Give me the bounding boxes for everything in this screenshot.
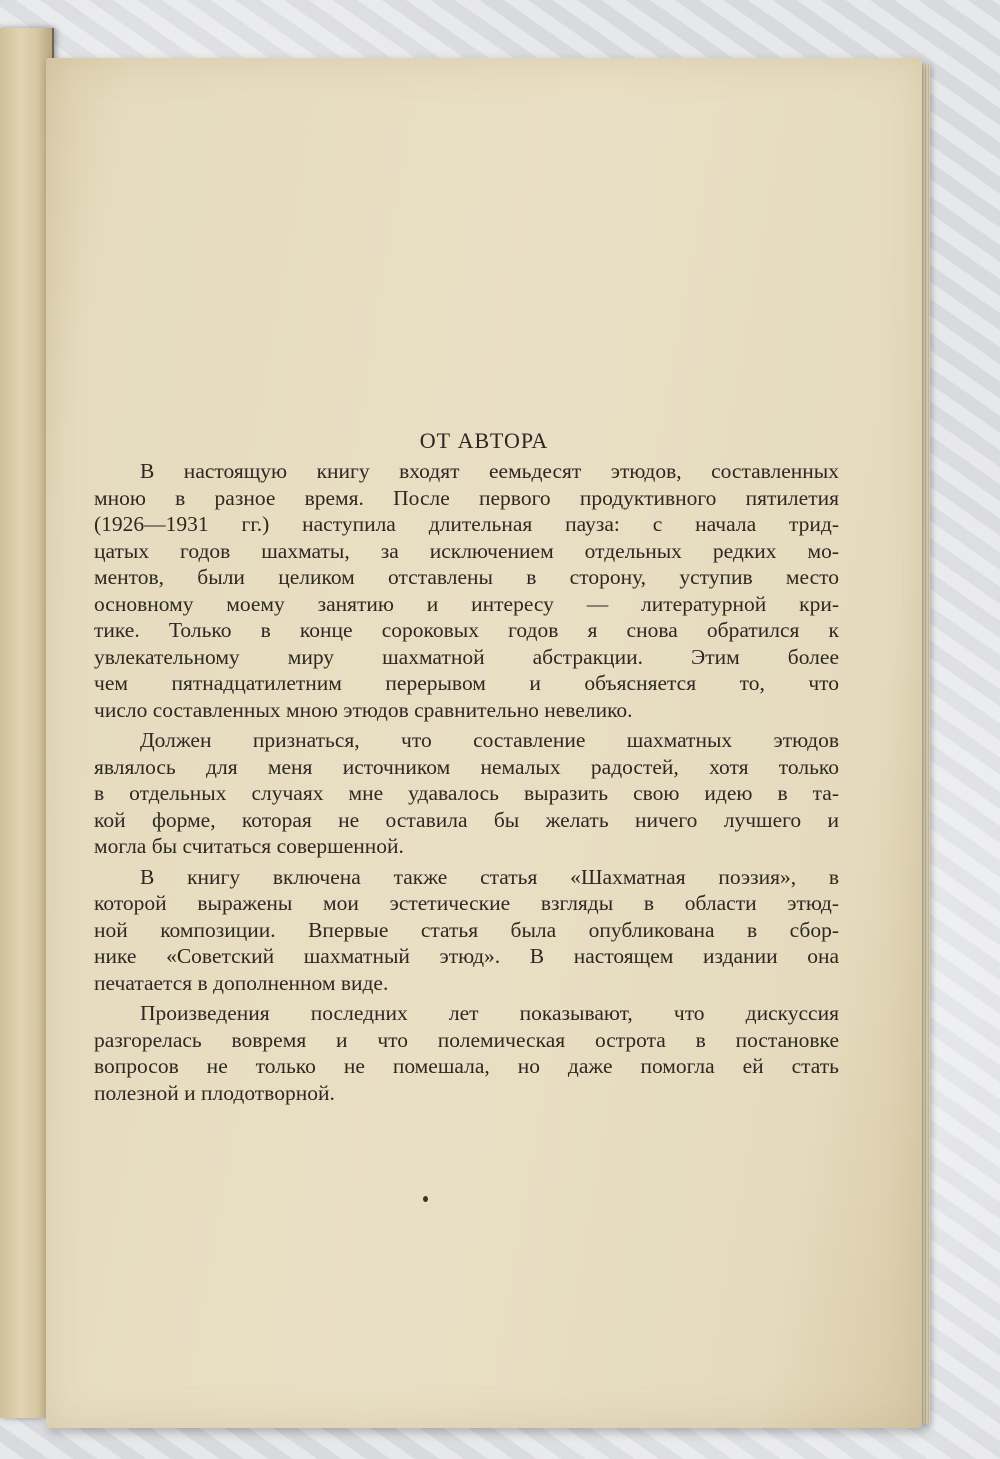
text-line: кой форме, которая не оставила бы желать ничего лучшего и: [94, 807, 839, 832]
text-line: Произведения последних лет показывают, что дискуссия: [140, 1001, 839, 1025]
text-line: в отдельных случаях мне удавалось выразить свою идею в та-: [94, 781, 839, 805]
text-line: печатается в дополненном виде.: [94, 970, 389, 995]
text-line: полезной и плодотворной.: [94, 1080, 335, 1105]
text-line: являлось для меня источником немалых радостей, хотя только: [94, 754, 839, 779]
text-line: чем пятнадцатилетним перерывом и объясняется то, что: [94, 671, 839, 695]
text-line: которой выражены мои эстетические взгляды в области этюд-: [94, 891, 839, 915]
book-page: [46, 58, 922, 1428]
text-line: увлекательному миру шахматной абстракции. Этим более: [94, 644, 839, 669]
text-line: мною в разное время. После первого продуктивного пятилетия: [94, 485, 839, 510]
page-heading: ОТ АВТОРА: [419, 428, 549, 453]
paragraph: [94, 1000, 839, 1106]
text-line: основному моему занятию и интересу — литературной кри-: [94, 591, 839, 616]
text-block: [94, 458, 839, 1106]
text-line: Должен признаться, что составление шахматных этюдов: [140, 728, 839, 752]
paragraph: [94, 727, 839, 860]
text-line: нике «Советский шахматный этюд». В настоящем издании она: [94, 944, 839, 968]
text-line: тике. Только в конце сороковых годов я снова обратился к: [94, 618, 839, 642]
paragraph: [94, 458, 839, 723]
paragraph: [94, 864, 839, 997]
text-line: (1926—1931 гг.) наступила длительная пауза: с начала трид-: [94, 512, 839, 536]
text-line: В книгу включена также статья «Шахматная поэзия», в: [140, 864, 839, 889]
text-line: ной композиции. Впервые статья была опубликована в сбор-: [94, 917, 839, 942]
text-line: ментов, были целиком отставлены в сторону, уступив место: [94, 565, 839, 589]
text-line: вопросов не только не помешала, но даже помогла ей стать: [94, 1054, 839, 1078]
text-line: число составленных мною этюдов сравнительно невелико.: [94, 697, 633, 722]
text-line: могла бы считаться совершенной.: [94, 834, 404, 858]
text-line: цатых годов шахматы, за исключением отдельных редких мо-: [94, 538, 839, 563]
text-line: В настоящую книгу входят еемьдесят этюдов, составленных: [140, 459, 839, 483]
text-line: разгорелась вовремя и что полемическая острота в постановке: [94, 1027, 839, 1052]
ornament-dot: [423, 1196, 428, 1202]
